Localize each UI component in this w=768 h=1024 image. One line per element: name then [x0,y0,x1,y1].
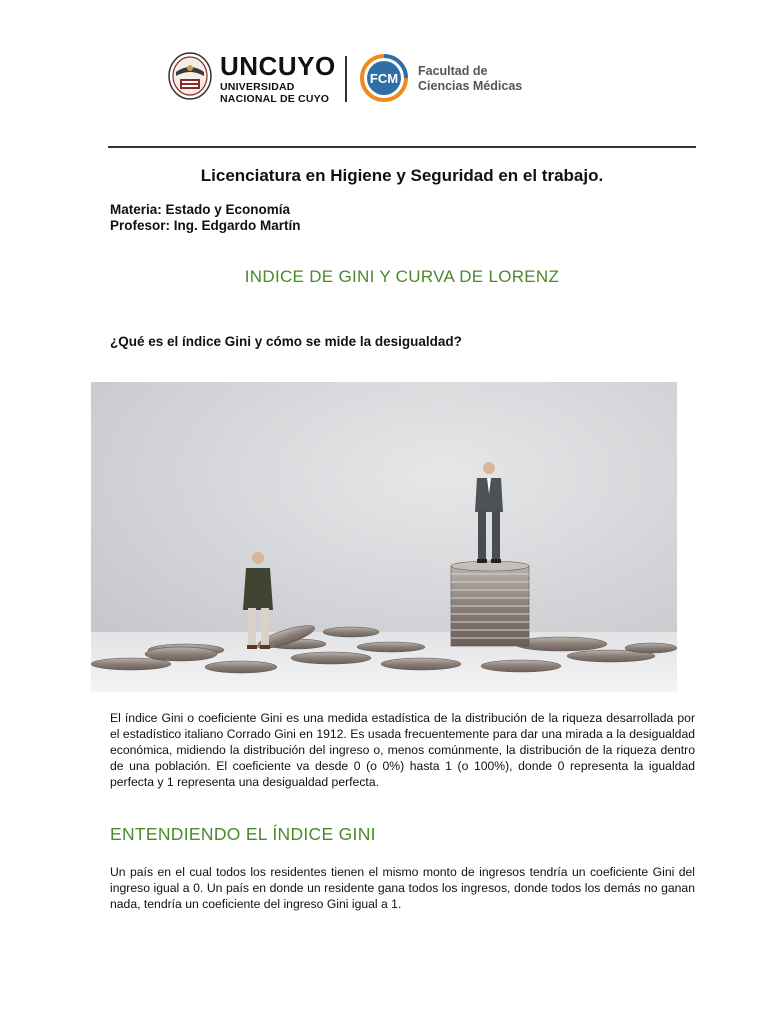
understanding-gini-heading: ENTENDIENDO EL ÍNDICE GINI [110,824,376,844]
fcm-abbr: FCM [369,71,399,86]
university-seal-icon [168,52,212,100]
header-rule [108,146,696,148]
section-title: INDICE DE GINI Y CURVA DE LORENZ [244,267,560,286]
logo-divider [345,56,347,102]
faculty-line-2: Ciencias Médicas [418,79,523,93]
gini-definition-paragraph: El índice Gini o coeficiente Gini es una medida estadística de la distribución de la riqueza desarrollada por el estadístico italiano Corrado Gini en 1912. Es usada frecuentemente para dar una mirada a la desigualdad económica, midiendo la distribución del ingreso o, menos comúnmente, la distribución de la riqueza dentro de una población. El coeficiente va desde 0 (o 0%) hasta 1 (o 100%), donde 0 representa la igualdad perfecta y 1 representa una desigualdad perfecta. [110,711,695,789]
professor-line: Profesor: Ing. Edgardo Martín [110,218,301,233]
university-line-2: NACIONAL DE CUYO [220,93,330,105]
faculty-line-1: Facultad de [418,64,488,78]
fcm-logo-icon [360,54,408,102]
gini-explanation-paragraph: Un país en el cual todos los residentes tienen el mismo monto de ingresos tendría un coeficiente Gini del ingreso igual a 0. Un país en donde un residente gana todos los ingresos, donde todos los demás no ganan nada, tendría un coeficiente del ingreso Gini igual a 1. [110,865,695,911]
coins-figurines-image [91,382,677,692]
question-heading: ¿Qué es el índice Gini y cómo se mide la desigualdad? [110,334,462,349]
document-title: Licenciatura en Higiene y Seguridad en el trabajo. [200,166,604,185]
subject-line: Materia: Estado y Economía [110,202,291,217]
university-name: UNCUYO [220,51,336,81]
university-line-1: UNIVERSIDAD [220,81,295,93]
header-logos [168,52,548,108]
